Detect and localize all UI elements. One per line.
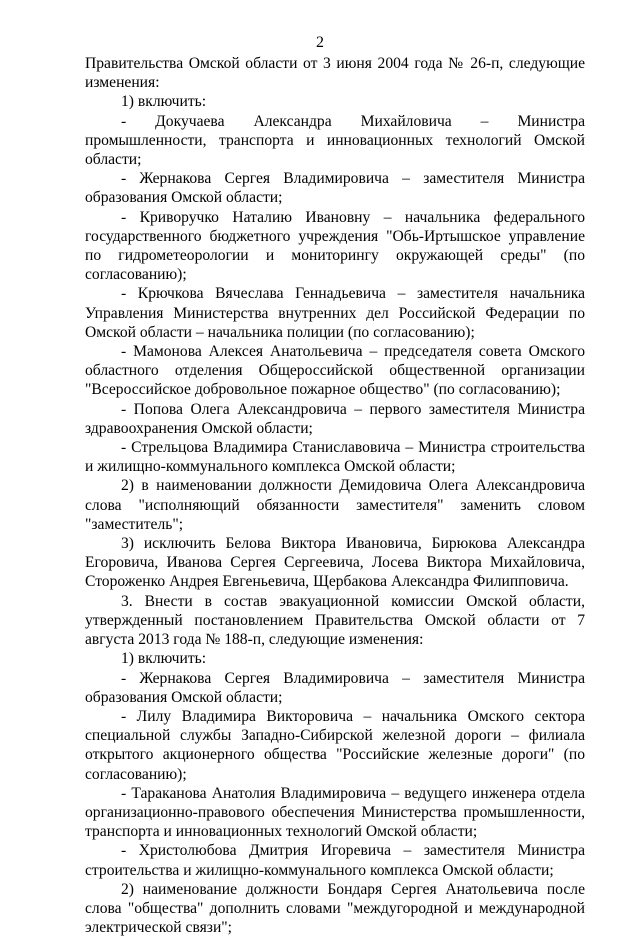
- list-item: - Лилу Владимира Викторовича – начальника Омского сектора специальной службы Западно-Сибирской железной дороги – филиала открытого акционерного общества "Российские железные дороги" (по согласованию);: [85, 707, 585, 783]
- paragraph: 2) в наименовании должности Демидовича Олега Александровича слова "исполняющий обязанности заместителя" заменить словом "заместитель";: [85, 477, 585, 533]
- paragraph: Правительства Омской области от 3 июня 2004 года № 26-п, следующие изменения:: [85, 55, 585, 92]
- paragraph: 2) наименование должности Бондаря Сергея Анатольевича после слова "общества" дополнить словами "междугородной и международной электрической связи";: [85, 880, 585, 937]
- list-item: - Крючкова Вячеслава Геннадьевича – заместителя начальника Управления Министерства внутренних дел Российской Федерации по Омской области – начальника полиции (по согласованию);: [85, 285, 585, 341]
- list-item: - Стрельцова Владимира Станиславовича – Министра строительства и жилищно-коммунального комплекса Омской области;: [85, 439, 585, 476]
- list-item: - Жернакова Сергея Владимировича – заместителя Министра образования Омской области;: [85, 170, 585, 207]
- paragraph: 3. Внести в состав эвакуационной комиссии Омской области, утвержденный постановлением Правительства Омской области от 7 августа 2013 года № 188-п, следующие изменения:: [85, 592, 585, 649]
- list-item: - Христолюбова Дмитрия Игоревича – заместителя Министра строительства и жилищно-коммунального комплекса Омской области;: [85, 842, 585, 879]
- list-item: - Жернакова Сергея Владимировича – заместителя Министра образования Омской области;: [85, 669, 585, 706]
- list-item: - Попова Олега Александровича – первого заместителя Министра здравоохранения Омской области;: [85, 400, 585, 437]
- list-item: - Тараканова Анатолия Владимировича – ведущего инженера отдела организационно-правового обеспечения Министерства промышленности, транспорта и инновационных технологий Омской области;: [85, 784, 585, 841]
- list-item: - Докучаева Александра Михайловича – Министра промышленности, транспорта и инновационных технологий Омской области;: [85, 112, 585, 169]
- list-item: - Мамонова Алексея Анатольевича – председателя совета Омского областного отделения Общероссийской общественной организации "Всероссийское добровольное пожарное общество" (по согласованию);: [85, 343, 585, 399]
- paragraph: 3) исключить Белова Виктора Ивановича, Бирюкова Александра Егоровича, Иванова Сергея Сергеевича, Лосева Виктора Михайловича, Стороженко Андрея Евгеньевича, Щербакова Александра Филипповича.: [85, 535, 585, 591]
- list-heading: 1) включить:: [121, 650, 207, 668]
- list-heading: 1) включить:: [121, 93, 207, 111]
- document-body: [85, 54, 585, 937]
- page-number: 2: [316, 34, 324, 51]
- list-item: - Криворучко Наталию Ивановну – начальника федерального государственного бюджетного учреждения "Обь-Иртышское управление по гидрометеорологии и мониторингу окружающей среды" (по согласованию);: [85, 208, 585, 284]
